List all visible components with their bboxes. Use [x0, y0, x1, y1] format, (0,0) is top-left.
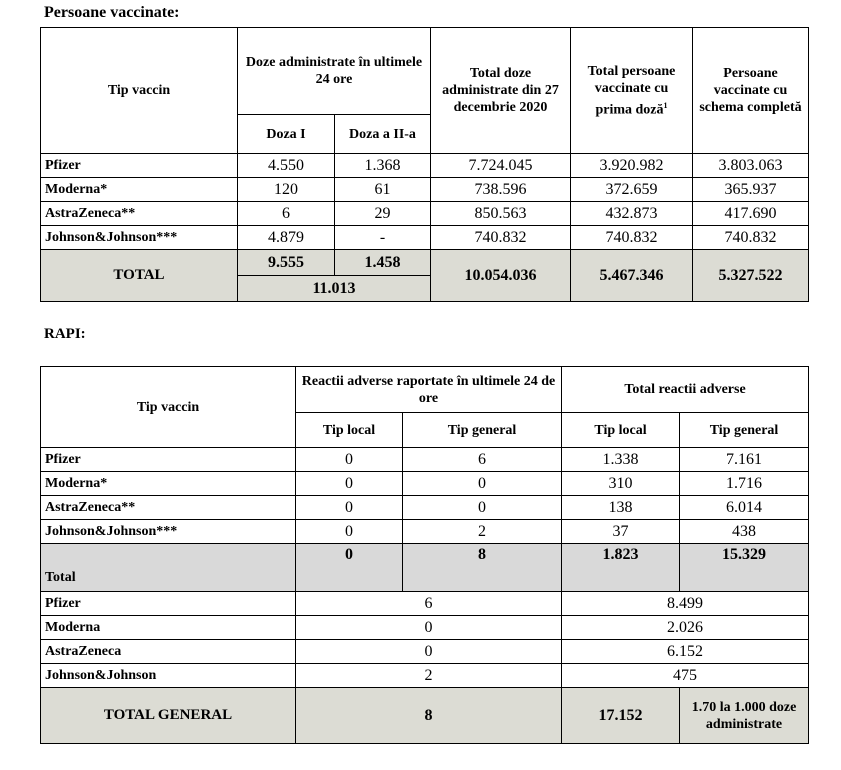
- sum-24h-value: 0: [296, 616, 562, 640]
- rapi-total-local-24h: 0: [296, 544, 403, 592]
- rapi-header-general-total: Tip general: [680, 413, 809, 448]
- vaccine-name: Johnson&Johnson***: [41, 520, 296, 544]
- dose-2-value: 61: [335, 178, 431, 202]
- vaccine-name: AstraZeneca**: [41, 496, 296, 520]
- total-doses-value: 740.832: [431, 226, 571, 250]
- vaccine-name: Pfizer: [41, 154, 238, 178]
- general-total-value: 7.161: [680, 448, 809, 472]
- vaccine-name: Pfizer: [41, 448, 296, 472]
- grand-total-value: 17.152: [562, 688, 680, 744]
- rapi-total-label: Total: [41, 544, 296, 592]
- sum-24h-value: 6: [296, 592, 562, 616]
- sum-total-value: 475: [562, 664, 809, 688]
- complete-value: 740.832: [693, 226, 809, 250]
- total-doses-24h: 11.013: [238, 276, 431, 302]
- sum-total-value: 6.152: [562, 640, 809, 664]
- local-total-value: 1.338: [562, 448, 680, 472]
- rapi-header-local-24h: Tip local: [296, 413, 403, 448]
- vaccine-name: Moderna*: [41, 178, 238, 202]
- complete-value: 417.690: [693, 202, 809, 226]
- rapi-total-row: [41, 544, 809, 592]
- grand-total-rate: 1.70 la 1.000 doze administrate: [680, 688, 809, 744]
- general-total-value: 1.716: [680, 472, 809, 496]
- dose-1-value: 120: [238, 178, 335, 202]
- local-24h-value: 0: [296, 520, 403, 544]
- vaccine-name: Pfizer: [41, 592, 296, 616]
- total-label: TOTAL: [41, 250, 238, 302]
- total-doses-value: 850.563: [431, 202, 571, 226]
- vaccine-name: Moderna: [41, 616, 296, 640]
- dose-2-value: -: [335, 226, 431, 250]
- rapi-header-24h: Reactii adverse raportate în ultimele 24 de ore: [296, 367, 562, 413]
- sum-24h-value: 0: [296, 640, 562, 664]
- table-row: [41, 520, 809, 544]
- rapi-total-general-24h: 8: [403, 544, 562, 592]
- first-dose-value: 3.920.982: [571, 154, 693, 178]
- total-doses-value: 738.596: [431, 178, 571, 202]
- sum-total-value: 8.499: [562, 592, 809, 616]
- dose-2-value: 29: [335, 202, 431, 226]
- general-total-value: 438: [680, 520, 809, 544]
- header-dose-1: Doza I: [238, 115, 335, 154]
- total-row: [41, 250, 809, 276]
- header-complete-scheme: Persoane vaccinate cu schema completă: [693, 28, 809, 154]
- total-doses-value: 7.724.045: [431, 154, 571, 178]
- rapi-header-general-24h: Tip general: [403, 413, 562, 448]
- total-dose-1: 9.555: [238, 250, 335, 276]
- local-total-value: 310: [562, 472, 680, 496]
- vaccine-name: Johnson&Johnson***: [41, 226, 238, 250]
- local-24h-value: 0: [296, 448, 403, 472]
- rapi-total-general: 15.329: [680, 544, 809, 592]
- footnote-marker: 1: [663, 100, 668, 110]
- table-row: [41, 154, 809, 178]
- table-row: [41, 472, 809, 496]
- dose-2-value: 1.368: [335, 154, 431, 178]
- complete-value: 365.937: [693, 178, 809, 202]
- total-dose-2: 1.458: [335, 250, 431, 276]
- general-24h-value: 0: [403, 496, 562, 520]
- table-row: [41, 664, 809, 688]
- local-24h-value: 0: [296, 496, 403, 520]
- total-doses-grand: 10.054.036: [431, 250, 571, 302]
- table-row: [41, 592, 809, 616]
- first-dose-value: 432.873: [571, 202, 693, 226]
- table-row: [41, 640, 809, 664]
- header-first-dose: [571, 28, 693, 154]
- rapi-header-total: Total reactii adverse: [562, 367, 809, 413]
- vaccine-name: Moderna*: [41, 472, 296, 496]
- sum-total-value: 2.026: [562, 616, 809, 640]
- table-row: [41, 226, 809, 250]
- header-dose-2: Doza a II-a: [335, 115, 431, 154]
- dose-1-value: 4.879: [238, 226, 335, 250]
- first-dose-value: 740.832: [571, 226, 693, 250]
- vaccine-name: Johnson&Johnson: [41, 664, 296, 688]
- rapi-header-local-total: Tip local: [562, 413, 680, 448]
- table-row: [41, 616, 809, 640]
- dose-1-value: 6: [238, 202, 335, 226]
- grand-total-label: TOTAL GENERAL: [41, 688, 296, 744]
- complete-value: 3.803.063: [693, 154, 809, 178]
- local-total-value: 37: [562, 520, 680, 544]
- vaccine-name: AstraZeneca**: [41, 202, 238, 226]
- general-24h-value: 0: [403, 472, 562, 496]
- header-first-dose-text: Total persoane vaccinate cu prima doză: [587, 63, 676, 118]
- general-total-value: 6.014: [680, 496, 809, 520]
- header-doses-24h: Doze administrate în ultimele 24 ore: [238, 28, 431, 115]
- local-24h-value: 0: [296, 472, 403, 496]
- rapi-table: [40, 366, 809, 744]
- general-24h-value: 2: [403, 520, 562, 544]
- header-total-doses: Total doze administrate din 27 decembrie 2020: [431, 28, 571, 154]
- vaccinated-heading: Persoane vaccinate:: [44, 4, 180, 21]
- rapi-total-local: 1.823: [562, 544, 680, 592]
- grand-total-24h: 8: [296, 688, 562, 744]
- table-row: [41, 202, 809, 226]
- dose-1-value: 4.550: [238, 154, 335, 178]
- table-row: [41, 448, 809, 472]
- grand-total-row: [41, 688, 809, 744]
- total-first-dose: 5.467.346: [571, 250, 693, 302]
- header-vaccine-type: Tip vaccin: [41, 28, 238, 154]
- table-row: [41, 178, 809, 202]
- first-dose-value: 372.659: [571, 178, 693, 202]
- rapi-heading: RAPI:: [44, 326, 86, 342]
- vaccinated-table: [40, 27, 809, 302]
- total-complete: 5.327.522: [693, 250, 809, 302]
- table-row: [41, 496, 809, 520]
- vaccine-name: AstraZeneca: [41, 640, 296, 664]
- general-24h-value: 6: [403, 448, 562, 472]
- sum-24h-value: 2: [296, 664, 562, 688]
- rapi-header-vaccine-type: Tip vaccin: [41, 367, 296, 448]
- local-total-value: 138: [562, 496, 680, 520]
